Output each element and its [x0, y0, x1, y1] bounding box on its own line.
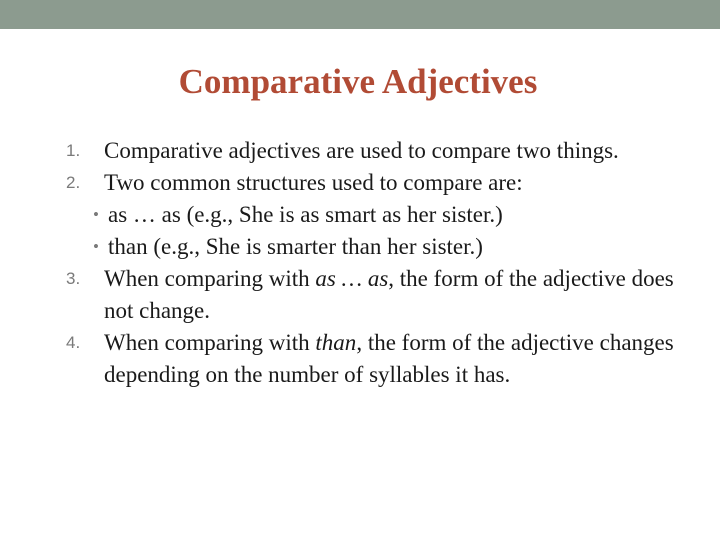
list-item-text: Comparative adjectives are used to compare two things.: [104, 138, 619, 163]
list-item-2: [66, 167, 706, 199]
bullet-icon: •: [93, 237, 99, 256]
list-item-text-suffix: , the form of the adjective changes depending on the number of syllables it has.: [104, 330, 674, 387]
slide-body: [66, 135, 706, 391]
list-number: 2.: [66, 173, 81, 192]
list-item-text-prefix: When comparing with: [104, 266, 316, 291]
list-item-text: Two common structures used to compare are:: [104, 170, 523, 195]
list-item-text-suffix: , the form of the adjective does not change.: [104, 266, 674, 323]
sub-list-item-text: than (e.g., She is smarter than her sister.): [108, 234, 483, 259]
list-item-4: [66, 327, 706, 391]
bullet-icon: •: [93, 205, 99, 224]
list-item-3: [66, 263, 706, 327]
sub-list-item-2: [87, 231, 706, 263]
list-number: 3.: [66, 269, 81, 288]
slide-title: Comparative Adjectives: [178, 62, 538, 101]
list-item-text-prefix: When comparing with: [104, 330, 316, 355]
sub-list-item-text: as … as (e.g., She is as smart as her sister.): [108, 202, 503, 227]
top-accent-bar: [0, 0, 720, 29]
list-item-1: [66, 135, 706, 167]
list-number: 1.: [66, 141, 81, 160]
list-item-emphasis: than: [315, 330, 357, 355]
sub-list-item-1: [87, 199, 706, 231]
list-item-emphasis: as … as: [315, 266, 389, 291]
list-number: 4.: [66, 333, 81, 352]
